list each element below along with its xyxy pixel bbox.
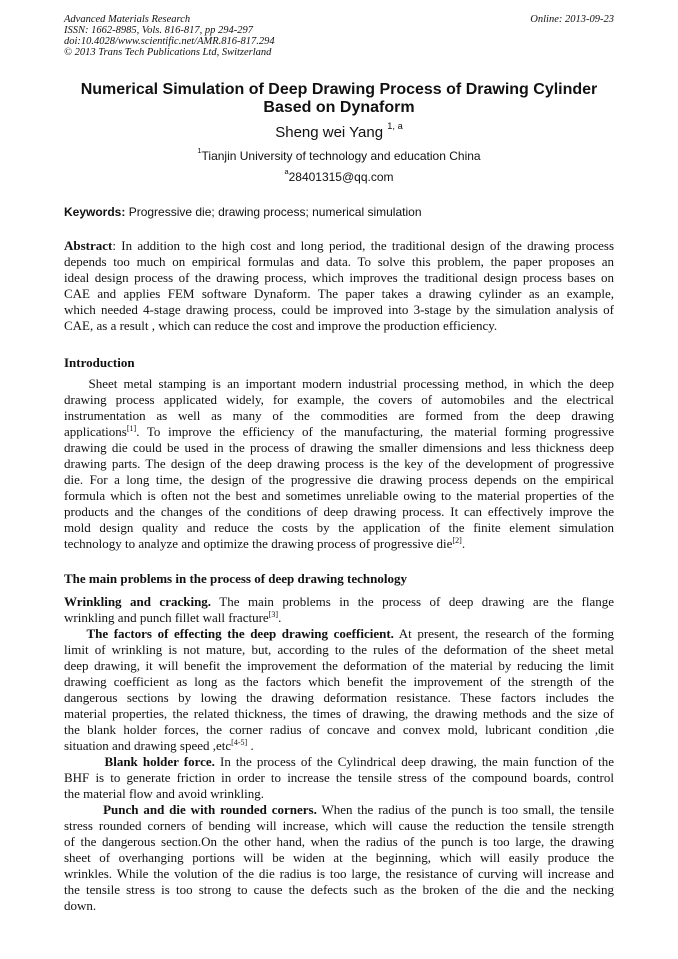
- affiliation-text: Tianjin University of technology and education China: [201, 149, 481, 163]
- text-line: [64, 238, 614, 254]
- text-line: [64, 302, 614, 318]
- text-run: which needed 4-stage drawing process, could be improved into 3-stage by the simulation analysis of: [64, 302, 614, 317]
- text-line: [64, 738, 614, 754]
- text-run: depends too much on empirical formulas and data. To solve this problem, the paper proposes an: [64, 254, 614, 269]
- text-line: [64, 318, 614, 334]
- introduction-paragraph: [64, 376, 614, 552]
- section-heading-introduction: Introduction: [64, 355, 135, 370]
- text-run: : In addition to the high cost and long period, the traditional design of the drawing process: [112, 238, 614, 253]
- keywords-text: Progressive die; drawing process; numerical simulation: [125, 205, 422, 219]
- text-line: [64, 424, 614, 440]
- text-line: [64, 440, 614, 456]
- text-line: [64, 520, 614, 536]
- punch-die-paragraph: [64, 802, 614, 914]
- text-run: mold design quality and reduce the costs by the application of the finite element simulation: [64, 520, 614, 535]
- text-run: instrumentation as well as many of the commodities are formed from the deep drawing: [64, 408, 614, 423]
- text-line: [64, 802, 614, 818]
- text-run: .: [278, 610, 282, 625]
- run-in-heading: The factors of effecting the deep drawing coefficient.: [86, 626, 394, 641]
- text-line: [64, 706, 614, 722]
- text-run: . To improve the efficiency of the manufacturing, the material forming progressive: [136, 424, 614, 439]
- text-run: stress rounded corners of bending will increase, which will cause the reduction the tensile strength: [64, 818, 614, 833]
- text-line: [64, 658, 614, 674]
- text-run: [64, 626, 86, 641]
- text-run: CAE, as a result , which can reduce the cost and improve the production efficiency.: [64, 318, 498, 333]
- text-run: of the dangerous section.On the other hand, when the radius of the punch is too large, the drawing: [64, 834, 614, 849]
- text-run: Sheet metal stamping is an important modern industrial processing method, in which the deep: [64, 376, 614, 391]
- text-line: [64, 610, 614, 626]
- text-line: [64, 850, 614, 866]
- text-run: At present, the research of the forming: [393, 626, 614, 641]
- text-line: [64, 472, 614, 488]
- text-run: material properties, the related thickness, the times of drawing, the drawing methods and the size of: [64, 706, 614, 721]
- text-run: drawing process applicated widely, for example, the covers of automobiles and the electrical: [64, 392, 614, 407]
- text-line: [64, 834, 614, 850]
- text-line: [64, 642, 614, 658]
- keywords: [64, 205, 422, 219]
- author: [0, 121, 678, 141]
- keywords-label: Keywords:: [64, 205, 126, 219]
- text-line: [64, 286, 614, 302]
- text-line: [64, 504, 614, 520]
- text-run: CAE and applies FEM software Dynaform. The paper takes a drawing cylinder as an example,: [64, 286, 614, 301]
- text-line: [64, 376, 614, 392]
- text-line: [64, 770, 614, 786]
- citation-ref: [2]: [452, 536, 462, 545]
- title-line: Numerical Simulation of Deep Drawing Process of Drawing Cylinder: [80, 81, 598, 98]
- issn: ISSN: 1662-8985, Vols. 816-817, pp 294-297: [64, 25, 253, 36]
- text-line: [64, 754, 614, 770]
- text-run: limit of wrinkling is not mature, but, according to the rules of the deformation of the sheet metal: [64, 642, 614, 657]
- text-run: down.: [64, 898, 97, 913]
- text-run: applications: [64, 424, 127, 439]
- text-line: [64, 488, 614, 504]
- text-line: [64, 270, 614, 286]
- text-run: .: [461, 536, 466, 551]
- run-in-heading: Punch and die with rounded corners.: [103, 802, 317, 817]
- journal-name: Advanced Materials Research: [64, 14, 191, 25]
- run-in-heading: Blank holder force.: [104, 754, 215, 769]
- text-line: [64, 392, 614, 408]
- text-run: In the process of the Cylindrical deep drawing, the main function of the: [214, 754, 614, 769]
- title-line: Based on Dynaform: [263, 99, 415, 116]
- doi: doi:10.4028/www.scientific.net/AMR.816-817.294: [64, 36, 275, 47]
- text-run: the blank holder forces, the corner radius of concave and convex mold, lubricant condition ,die: [64, 722, 614, 737]
- blank-holder-paragraph: [64, 754, 614, 802]
- text-run: deep drawing, it will benefit the improvement the deformation of the material by reducing the limit: [64, 658, 614, 673]
- run-in-heading: Abstract: [64, 238, 113, 253]
- text-line: [64, 786, 614, 802]
- text-run: drawing coefficient as long as the factors which benefit the improvement of the strength of the: [64, 674, 614, 689]
- affiliation: [0, 146, 678, 163]
- text-line: [64, 626, 614, 642]
- text-run: drawing die could be used in the process of drawing the smaller dimensions and less thickness deep: [64, 440, 614, 455]
- text-run: [64, 802, 103, 817]
- section-heading-main-problems: The main problems in the process of deep drawing technology: [64, 571, 407, 586]
- email: [0, 167, 678, 184]
- text-line: [64, 536, 614, 552]
- text-line: [64, 674, 614, 690]
- text-run: the material flow and avoid wrinkling.: [64, 786, 265, 801]
- text-run: wrinkles. While the volution of the die radius is too large, the resistance of curving will increase and: [64, 866, 614, 881]
- text-line: [64, 456, 614, 472]
- text-run: BHF is to generate friction in order to increase the tensile stress of the compound boards, control: [64, 770, 614, 785]
- text-line: [64, 882, 614, 898]
- text-run: formula which is often not the best and sometimes unreliable owing to the material properties of the: [64, 488, 614, 503]
- text-run: .: [247, 738, 254, 753]
- email-sup: a: [284, 167, 289, 176]
- text-line: [64, 594, 614, 610]
- abstract: [64, 238, 614, 334]
- text-line: [64, 866, 614, 882]
- citation-ref: [1]: [126, 424, 137, 433]
- paper-title: [0, 81, 678, 117]
- text-run: drawing parts. The design of the deep drawing process is the key of the development of progressive: [64, 456, 614, 471]
- text-line: [64, 408, 614, 424]
- citation-ref: [3]: [268, 610, 279, 619]
- text-run: situation and drawing speed ,etc: [64, 738, 232, 753]
- wrinkling-paragraph: [64, 594, 614, 626]
- text-run: die. For a long time, the design of the progressive die drawing process depends on the empirical: [64, 472, 614, 487]
- run-in-heading: Wrinkling and cracking.: [64, 594, 212, 609]
- journal-header: [64, 14, 275, 58]
- text-run: When the radius of the punch is too small, the tensile: [316, 802, 615, 817]
- affiliation-sup: 1: [197, 146, 202, 155]
- factors-paragraph: [64, 626, 614, 754]
- author-sup: 1, a: [387, 121, 403, 131]
- text-run: dangerous sections by lowing the drawing deformation resistance. These factors includes the: [64, 690, 614, 705]
- text-run: technology to analyze and optimize the drawing process of progressive die: [64, 536, 453, 551]
- text-line: [64, 254, 614, 270]
- online-date: Online: 2013-09-23: [530, 14, 614, 25]
- citation-ref: [4-5]: [231, 738, 248, 747]
- text-run: products and the changes of the conditions of deep drawing process. It can effectively improve the: [64, 504, 614, 519]
- text-line: [64, 722, 614, 738]
- text-line: [64, 690, 614, 706]
- copyright: © 2013 Trans Tech Publications Ltd, Switzerland: [64, 47, 272, 58]
- text-run: wrinkling and punch fillet wall fracture: [64, 610, 269, 625]
- author-name: Sheng wei Yang: [275, 124, 384, 141]
- text-run: the tensile stress is too strong to cause the defects such as the broken of the die and the necking: [64, 882, 614, 897]
- text-run: [64, 754, 105, 769]
- text-run: ideal design process of the drawing process, which improves the traditional design process bases on: [64, 270, 614, 285]
- text-run: The main problems in the process of deep drawing are the flange: [211, 594, 614, 609]
- text-run: sheet of overhanging portions will be widen at the beginning, which will easily produce the: [64, 850, 614, 865]
- text-line: [64, 818, 614, 834]
- email-text: 28401315@qq.com: [288, 170, 394, 184]
- text-line: [64, 898, 614, 914]
